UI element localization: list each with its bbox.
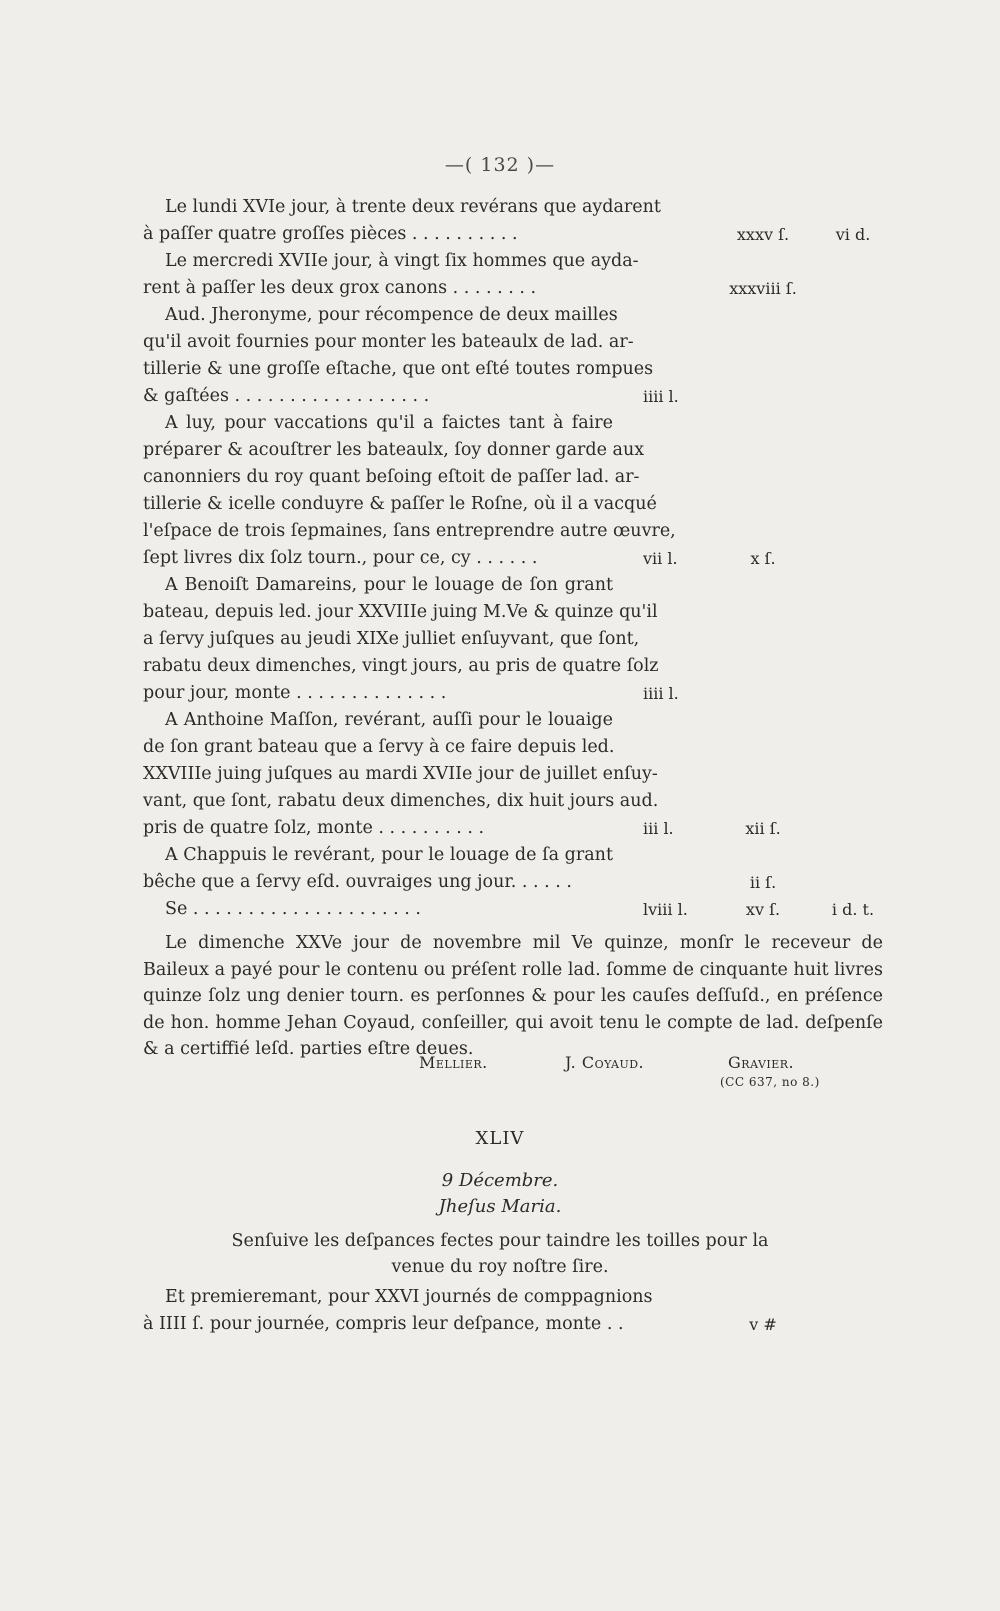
amount-livres: iii l. xyxy=(643,819,674,838)
entry-line xyxy=(143,410,883,437)
amount-livres: iiii l. xyxy=(643,387,679,406)
entry-line xyxy=(143,572,883,599)
account-entry xyxy=(143,248,883,302)
entry-line-text: pris de quatre ſolz, monte . . . . . . . . . . xyxy=(143,818,485,838)
entry-line xyxy=(143,680,883,707)
section-date: 9 Décembre. xyxy=(441,1170,559,1191)
account-entry xyxy=(143,572,883,707)
entry-line xyxy=(143,221,883,248)
account-entry xyxy=(143,194,883,248)
account-entry xyxy=(143,302,883,410)
amount-sous: xxxviii ſ. xyxy=(729,279,797,298)
entry-line-text: A Benoiſt Damareins, pour le louage de ſon grant xyxy=(165,575,613,595)
entry-line-text: Et premieremant, pour XXVI journés de comppagnions xyxy=(165,1287,653,1307)
entry-line-text: a ſervy juſques au jeudi XIXe julliet enſuyvant, que ſont, xyxy=(143,629,640,649)
entry-line xyxy=(143,599,883,626)
entry-line xyxy=(143,626,883,653)
amount-deniers: i d. t. xyxy=(831,900,875,919)
entry-line-text: de ſon grant bateau que a ſervy à ce faire depuis led. xyxy=(143,737,615,757)
entry-line xyxy=(143,734,883,761)
entry-line-text: tillerie & icelle conduyre & paſſer le Roſne, où il a vacqué xyxy=(143,494,657,514)
account-entry xyxy=(143,842,883,896)
entry-line xyxy=(143,1311,883,1338)
page-header: —( 132 )— xyxy=(444,154,556,176)
entry-line xyxy=(143,761,883,788)
entry-line xyxy=(143,815,883,842)
entry-line-text: & gaſtées . . . . . . . . . . . . . . . . . . xyxy=(143,386,430,406)
entry-line xyxy=(143,464,883,491)
entry-line-text: canonniers du roy quant beſoing eſtoit de paſſer lad. ar- xyxy=(143,467,640,487)
amount-sous: ii ſ. xyxy=(749,873,777,892)
section-incipit: Jheſus Maria. xyxy=(438,1196,562,1217)
entry-line-text: Se . . . . . . . . . . . . . . . . . . . . . xyxy=(165,899,421,919)
entry-line-text: A luy, pour vaccations qu'il a faictes tant à faire xyxy=(165,413,613,433)
entry-line xyxy=(143,491,883,518)
entry-line xyxy=(143,545,883,572)
entry-line xyxy=(143,248,883,275)
signature-coyaud: J. Coyaud. xyxy=(565,1053,645,1072)
entry-line-text: Aud. Jheronyme, pour récompence de deux mailles xyxy=(165,305,618,325)
entry-line xyxy=(143,302,883,329)
entry-line-text: tillerie & une groſſe eſtache, que ont eſté toutes rompues xyxy=(143,359,654,379)
entry-line xyxy=(143,383,883,410)
entry-line-text: préparer & acouſtrer les bateaulx, ſoy donner garde aux xyxy=(143,440,645,460)
entry-line-text: rabatu deux dimenches, vingt jours, au pris de quatre ſolz xyxy=(143,656,659,676)
amount-sous: xv ſ. xyxy=(745,900,781,919)
account-entry xyxy=(143,896,883,923)
entry-line xyxy=(143,653,883,680)
entry-line-text: Le mercredi XVIIe jour, à vingt ſix hommes que ayda- xyxy=(165,251,639,271)
entry-line-text: ſept livres dix ſolz tourn., pour ce, cy . . . . . . xyxy=(143,548,538,568)
account-entries xyxy=(143,194,883,923)
entry-line xyxy=(143,329,883,356)
entry-line-text: qu'il avoit fournies pour monter les bateaulx de lad. ar- xyxy=(143,332,634,352)
entry-line-text: à IIII ſ. pour journée, compris leur deſpance, monte . . xyxy=(143,1314,624,1334)
section-number: XLIV xyxy=(475,1128,525,1149)
entry-line xyxy=(143,896,883,923)
account-entry xyxy=(143,410,883,572)
amount-livres: v # xyxy=(749,1315,777,1334)
amount-sous: x ſ. xyxy=(750,549,776,568)
entry-line xyxy=(143,275,883,302)
account-entry xyxy=(143,707,883,842)
entry-line xyxy=(143,707,883,734)
section-entry xyxy=(143,1284,883,1338)
signature-gravier: Gravier. xyxy=(728,1053,795,1072)
entry-line-text: bêche que a ſervy eſd. ouvraiges ung jour. . . . . . xyxy=(143,872,572,892)
entry-line xyxy=(143,518,883,545)
amount-livres: lviii l. xyxy=(643,900,688,919)
entry-line-text: A Chappuis le revérant, pour le louage de ſa grant xyxy=(165,845,613,865)
entry-line-text: pour jour, monte . . . . . . . . . . . . . . xyxy=(143,683,447,703)
entry-line xyxy=(143,437,883,464)
entry-line-text: Le lundi XVIe jour, à trente deux revérans que aydarent xyxy=(165,197,661,217)
entry-line xyxy=(143,1284,883,1311)
entry-line-text: à paſſer quatre groſſes pièces . . . . . . . . . . xyxy=(143,224,518,244)
entry-line xyxy=(143,194,883,221)
amount-livres: vii l. xyxy=(643,549,678,568)
entry-line-text: l'eſpace de trois ſepmaines, ſans entreprendre autre œuvre, xyxy=(143,521,676,541)
entry-line xyxy=(143,788,883,815)
amount-livres: iiii l. xyxy=(643,684,679,703)
entry-line-text: vant, que ſont, rabatu deux dimenches, dix huit jours aud. xyxy=(143,791,659,811)
amount-deniers: vi d. xyxy=(835,225,871,244)
receipt-paragraph: Le dimenche XXVe jour de novembre mil Ve quinze, monſr le receveur de Baileux a payé pour le contenu ou préſent rolle lad. ſomme de cinquante huit livres quinze ſolz ung denier tourn. es perſonnes & pour les cauſes deſſuſd., en préſence de hon. homme Jehan Coyaud, conſeiller, qui avoit tenu le compte de lad. deſpenſe & a certiffié leſd. parties eſtre deues. xyxy=(143,933,883,1059)
entry-line-text: XXVIIIe juing juſques au mardi XVIIe jour de juillet enſuy- xyxy=(143,764,658,784)
entry-line xyxy=(143,869,883,896)
entry-line-text: bateau, depuis led. jour XXVIIIe juing M.Ve & quinze qu'il xyxy=(143,602,658,622)
entry-line-text: A Anthoine Maſſon, revérant, auſſi pour le louaige xyxy=(165,710,613,730)
amount-sous: xii ſ. xyxy=(745,819,781,838)
section-heading: Senſuive les deſpances fectes pour taindre les toilles pour la venue du roy noſtre ſire. xyxy=(231,1231,769,1277)
entry-line xyxy=(143,356,883,383)
entry-line-text: rent à paſſer les deux grox canons . . . . . . . . xyxy=(143,278,537,298)
amount-sous: xxxv ſ. xyxy=(736,225,790,244)
signature-mellier: Mellier. xyxy=(419,1053,488,1072)
entry-line xyxy=(143,842,883,869)
archive-reference: (CC 637, no 8.) xyxy=(720,1075,820,1089)
